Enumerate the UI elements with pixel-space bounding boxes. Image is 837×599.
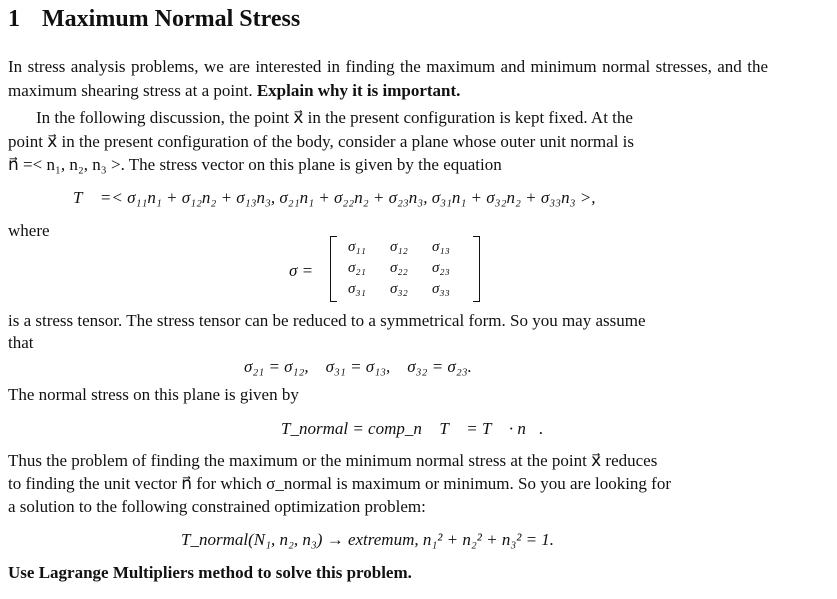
symmetry-equation: σ₂₁ = σ₁₂, σ₃₁ = σ₁₃, σ₃₂ = σ₂₃. bbox=[244, 357, 472, 376]
matrix-cell: σ₂₁ bbox=[348, 260, 366, 276]
matrix-cell: σ₃₃ bbox=[432, 281, 450, 297]
para5-line2: to finding the unit vector n⃗ for which σ_normal is maximum or minimum. So you are looking for bbox=[8, 474, 672, 493]
para2-line2: point x⃗ in the present configuration of the body, consider a plane whose outer unit normal is bbox=[8, 132, 635, 151]
optimization-equation: T_normal(N₁, n₂, n₃) → extremum, n₁² + n₂² + n₃² = 1. bbox=[181, 530, 555, 549]
intro-text: In stress analysis problems, we are interested in finding the maximum and minimum normal stresses, and the maximum shearing stress at a point. bbox=[8, 57, 768, 100]
section-title: Maximum Normal Stress bbox=[42, 6, 301, 32]
para5-line1: Thus the problem of finding the maximum or the minimum normal stress at the point x⃗ reduces bbox=[8, 451, 658, 470]
para2-line1: In the following discussion, the point x⃗ in the present configuration is kept fixed. At the bbox=[36, 108, 633, 127]
matrix-cell: σ₃₁ bbox=[348, 281, 366, 297]
para2-line3: n⃗ =< n₁, n₂, n₃ >. The stress vector on this plane is given by the equation bbox=[8, 155, 502, 174]
intro-bold-text: Explain why it is important. bbox=[256, 81, 461, 100]
para4-text: The normal stress on this plane is given by bbox=[8, 385, 299, 404]
para3-line1: is a stress tensor. The stress tensor can be reduced to a symmetrical form. So you may assume bbox=[8, 311, 646, 330]
matrix-cell: σ₁₂ bbox=[390, 239, 408, 255]
para5-line3: a solution to the following constrained optimization problem: bbox=[8, 497, 426, 516]
stress-matrix bbox=[330, 236, 480, 302]
where-label: where bbox=[8, 221, 50, 240]
final-instruction: Use Lagrange Multipliers method to solve this problem. bbox=[8, 563, 412, 582]
section-heading bbox=[8, 6, 300, 33]
matrix-cell: σ₁₁ bbox=[348, 239, 366, 255]
matrix-cell: σ₁₃ bbox=[432, 239, 450, 255]
matrix-cell: σ₂₃ bbox=[432, 260, 450, 276]
section-number: 1 bbox=[8, 6, 20, 32]
sigma-label: σ = bbox=[289, 261, 314, 280]
matrix-left-bracket bbox=[330, 236, 337, 302]
stress-vector-equation: T⃗ =< σ₁₁n₁ + σ₁₂n₂ + σ₁₃n₃, σ₂₁n₁ + σ₂₂n₂ + σ₂₃n₃, σ₃₁n₁ + σ₃₂n₂ + σ₃₃n₃ >, bbox=[73, 188, 596, 207]
matrix-cell: σ₃₂ bbox=[390, 281, 408, 297]
matrix-cell: σ₂₂ bbox=[390, 260, 408, 276]
matrix-right-bracket bbox=[473, 236, 480, 302]
para3-line2: that bbox=[8, 333, 34, 352]
intro-paragraph bbox=[8, 55, 768, 103]
normal-stress-equation: T_normal = comp_n⃗ T⃗ = T⃗ · n⃗. bbox=[281, 419, 544, 438]
